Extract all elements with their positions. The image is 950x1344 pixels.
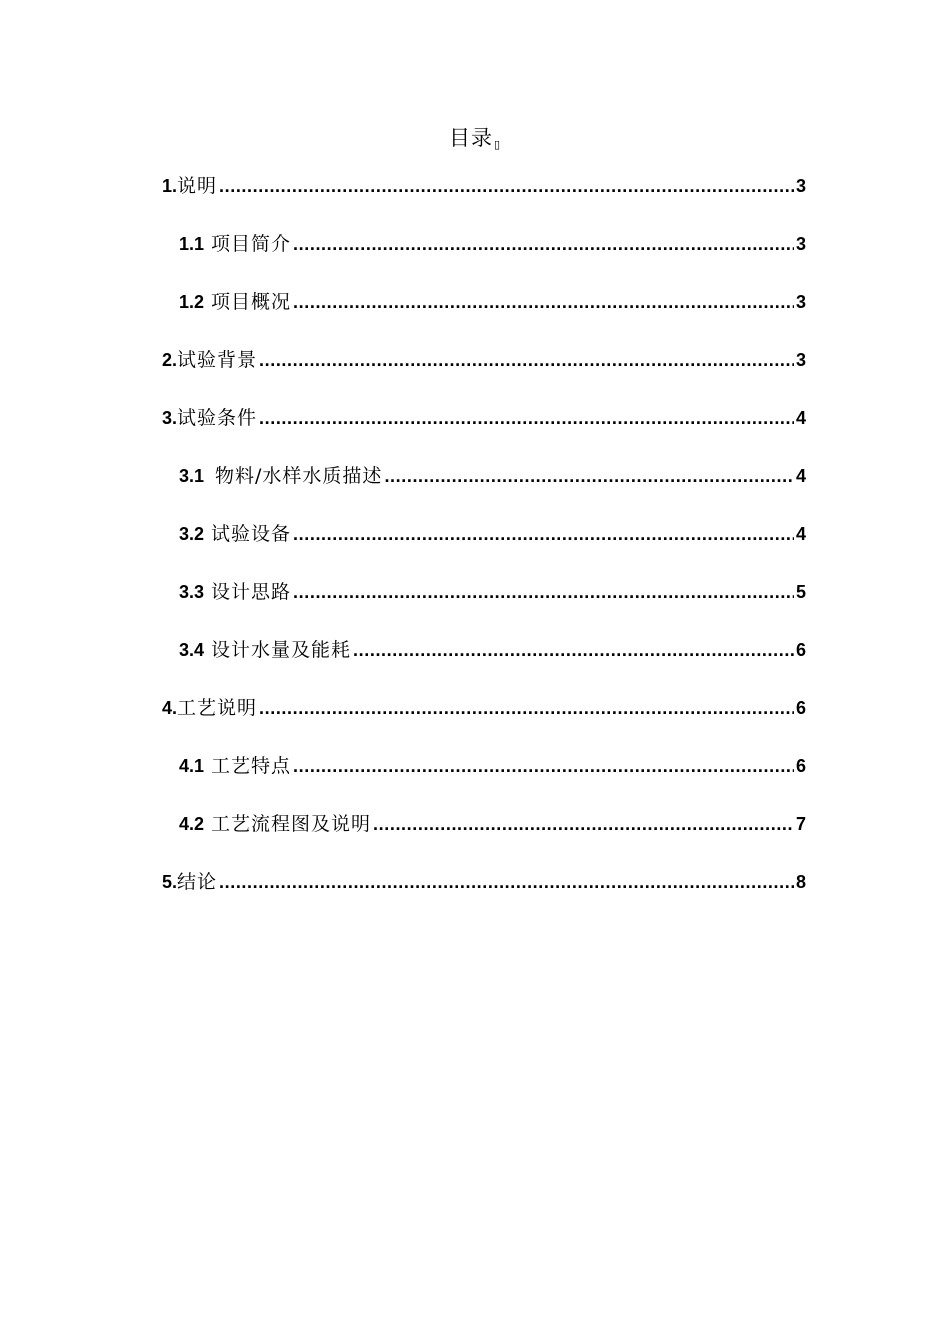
toc-entry-text: 试验背景 [177, 349, 258, 371]
toc-entry-text: 结论 [177, 871, 218, 893]
toc-entry[interactable] [162, 621, 806, 679]
toc-leader-dots [384, 447, 794, 505]
toc-entry-page: 3 [795, 234, 806, 254]
toc-title-mark: ▯ [493, 138, 502, 151]
toc-entry[interactable] [162, 737, 806, 795]
toc-leader-dots [293, 563, 794, 621]
toc-entry-page: 4 [795, 524, 806, 544]
toc-entry[interactable] [162, 331, 806, 389]
toc-title-text: 目录 [448, 126, 493, 150]
toc-entry-text: 工艺特点 [211, 755, 292, 777]
toc-entry-text: 试验设备 [211, 523, 292, 545]
toc-entry[interactable] [162, 563, 806, 621]
toc-entry-number: 3.3 [179, 582, 205, 602]
toc-entry-number: 3.2 [179, 524, 205, 544]
toc-leader-dots [219, 157, 794, 215]
toc-entry-page: 6 [795, 756, 806, 776]
toc-entry[interactable] [162, 795, 806, 853]
toc-entry-number: 5. [162, 872, 178, 892]
toc-leader-dots [293, 505, 794, 563]
toc-leader-dots [219, 853, 794, 911]
toc-entry-number: 2. [162, 350, 178, 370]
toc-entry-text: 试验条件 [177, 407, 258, 429]
toc-leader-dots [293, 737, 794, 795]
toc-entry-page: 6 [795, 698, 806, 718]
toc-entry-number: 1.2 [179, 292, 205, 312]
toc-entry[interactable] [162, 679, 806, 737]
toc-entry-text: 工艺说明 [177, 697, 258, 719]
toc-leader-dots [259, 331, 794, 389]
toc-entry-page: 8 [795, 872, 806, 892]
toc-entry-page: 5 [795, 582, 806, 602]
toc-entry-page: 3 [795, 176, 806, 196]
toc-leader-dots [353, 621, 794, 679]
toc-entry-number: 3.4 [179, 640, 205, 660]
toc-entry-text: 设计思路 [211, 581, 292, 603]
toc-leader-dots [259, 389, 794, 447]
toc-entry-number: 3.1 [179, 466, 205, 486]
toc-entry-number: 4.2 [179, 814, 205, 834]
toc-entry-text: 项目概况 [211, 291, 292, 313]
toc-entry-number: 4. [162, 698, 178, 718]
toc-entry[interactable] [162, 215, 806, 273]
toc-entry-number: 4.1 [179, 756, 205, 776]
toc-entry-number: 1.1 [179, 234, 205, 254]
toc-entry[interactable] [162, 447, 806, 505]
toc-entry[interactable] [162, 505, 806, 563]
toc-entry[interactable] [162, 273, 806, 331]
toc-entry-number: 1. [162, 176, 178, 196]
toc-entry-page: 4 [795, 408, 806, 428]
toc-entry-page: 3 [795, 350, 806, 370]
table-of-contents [162, 157, 806, 911]
toc-entry-text: 物料/水样水质描述 [215, 465, 383, 487]
toc-entry-text: 设计水量及能耗 [211, 639, 352, 661]
toc-entry-number: 3. [162, 408, 178, 428]
toc-entry-text: 工艺流程图及说明 [211, 813, 372, 835]
toc-entry-page: 7 [795, 814, 806, 834]
toc-leader-dots [259, 679, 794, 737]
toc-entry-page: 6 [795, 640, 806, 660]
toc-entry-page: 4 [795, 466, 806, 486]
toc-leader-dots [293, 215, 794, 273]
toc-entry-text: 项目简介 [211, 233, 292, 255]
toc-title [0, 122, 950, 152]
toc-leader-dots [293, 273, 794, 331]
toc-leader-dots [373, 795, 794, 853]
toc-entry[interactable] [162, 157, 806, 215]
toc-entry[interactable] [162, 389, 806, 447]
toc-entry[interactable] [162, 853, 806, 911]
toc-entry-page: 3 [795, 292, 806, 312]
toc-entry-text: 说明 [177, 175, 218, 197]
